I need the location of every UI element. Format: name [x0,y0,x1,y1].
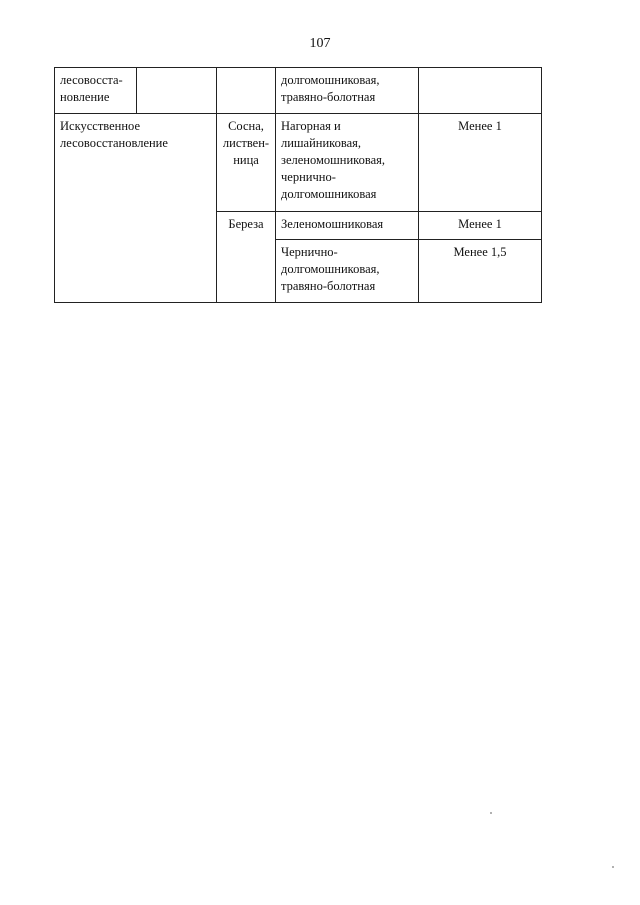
scan-speck [612,866,614,868]
row1-category-text: лесовосста- новление [60,73,123,104]
row1-species-cell [217,68,276,114]
birch-species-text: Береза [228,217,264,231]
birch-value-text-1: Менее 1 [458,217,502,231]
scan-speck [490,812,492,814]
page-number: 107 [309,36,331,51]
row1-forest-type-text: долгомошниковая, травяно-болотная [281,73,380,104]
pine-value-cell [419,114,542,212]
artificial-reforestation-label: Искусственное лесовосстановление [60,119,168,150]
row1-empty-cell [137,68,217,114]
forest-table [54,67,542,303]
birch-forest-type-text-1: Зеленомошниковая [281,217,384,231]
artificial-reforestation-label-cell [55,114,217,303]
table-row [55,68,542,114]
birch-forest-type-cell-2 [276,240,419,303]
birch-value-text-2: Менее 1,5 [453,245,507,259]
birch-forest-type-cell-1 [276,212,419,240]
pine-forest-type-text: Нагорная и лишайниковая, зеленомошниковая, чернично- долгомошниковая [281,119,385,201]
row1-forest-type-cell [276,68,419,114]
birch-value-cell-1 [419,212,542,240]
row1-value-cell [419,68,542,114]
birch-value-cell-2 [419,240,542,303]
birch-species-cell [217,212,276,303]
pine-value-text: Менее 1 [458,119,502,133]
table-row [55,114,542,212]
pine-forest-type-cell [276,114,419,212]
pine-species-cell [217,114,276,212]
birch-forest-type-text-2: Чернично- долгомошниковая, травяно-болотная [281,245,380,293]
pine-species-text: Сосна, листвен- ница [222,119,270,167]
row1-category-cell [55,68,137,114]
